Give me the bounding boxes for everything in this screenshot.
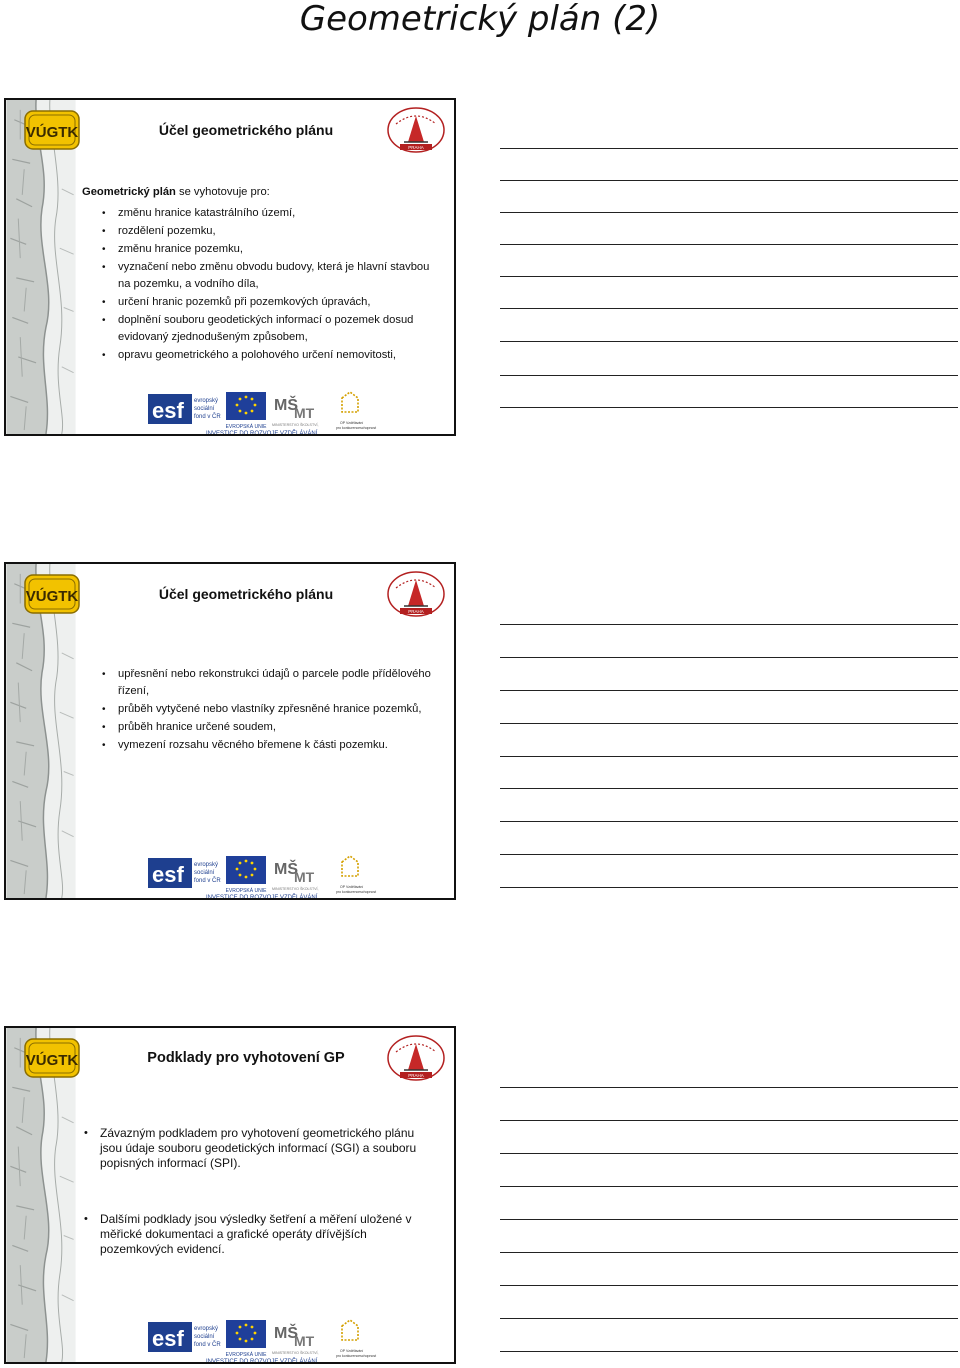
slide-3: [4, 1026, 456, 1364]
list-item: • průběh hranice určené soudem,: [82, 719, 440, 736]
slide-body: [82, 1212, 436, 1257]
note-line: [500, 887, 958, 888]
slide-2: [4, 562, 456, 900]
lead-text: [82, 184, 440, 201]
note-line: [500, 276, 958, 277]
note-line: [500, 854, 958, 855]
slide-body: [82, 184, 440, 365]
note-line: [500, 1252, 958, 1253]
slide-1: [4, 98, 456, 436]
slide-title: Podklady pro vyhotovení GP: [147, 1050, 345, 1066]
funding-logos-icon: [146, 388, 378, 436]
funding-logos-icon: [146, 852, 378, 900]
list-item: • změnu hranice pozemku,: [82, 241, 440, 258]
cadastral-map-icon: [6, 1028, 76, 1362]
note-line: [500, 1351, 958, 1352]
list-item: • vyznačení nebo změnu obvodu budovy, která je hlavní stavbou na pozemku, a vodního díla,: [82, 259, 440, 293]
surveyors-seal-icon: [386, 1034, 446, 1082]
note-line: [500, 788, 958, 789]
page-title: Geometrický plán (2): [299, 0, 661, 39]
note-line: [500, 148, 958, 149]
list-item: • upřesnění nebo rekonstrukci údajů o parcele podle přídělového řízení,: [82, 666, 440, 700]
slide-title: Účel geometrického plánu: [158, 122, 334, 138]
vugtk-logo-icon: [24, 574, 80, 614]
bullet-list: [82, 205, 440, 364]
slide-body: [82, 666, 440, 755]
list-item: • změnu hranice katastrálního území,: [82, 205, 440, 222]
note-line: [500, 624, 958, 625]
note-line: [500, 1120, 958, 1121]
note-line: [500, 1153, 958, 1154]
list-item: • určení hranic pozemků při pozemkových úpravách,: [82, 294, 440, 311]
note-line: [500, 341, 958, 342]
note-line: [500, 244, 958, 245]
list-item: • doplnění souboru geodetických informací o pozemek dosud evidovaný zjednodušeným způsobem,: [82, 312, 440, 346]
list-item: • opravu geometrického a polohového určení nemovitosti,: [82, 347, 440, 364]
note-line: [500, 723, 958, 724]
note-line: [500, 308, 958, 309]
note-line: [500, 180, 958, 181]
bullet-list: [82, 666, 440, 754]
note-line: [500, 756, 958, 757]
note-line: [500, 1285, 958, 1286]
note-line: [500, 1219, 958, 1220]
slide-title: Účel geometrického plánu: [158, 586, 334, 602]
lead-rest: se vyhotovuje pro:: [175, 186, 270, 198]
cadastral-map-icon: [6, 564, 76, 898]
slide-body: [82, 1126, 436, 1171]
note-line: [500, 657, 958, 658]
vugtk-logo-icon: [24, 110, 80, 150]
note-line: [500, 375, 958, 376]
vugtk-logo-icon: [24, 1038, 80, 1078]
note-line: [500, 1087, 958, 1088]
note-line: [500, 407, 958, 408]
surveyors-seal-icon: [386, 570, 446, 618]
funding-logos-icon: [146, 1316, 378, 1364]
note-line: [500, 1318, 958, 1319]
cadastral-map-icon: [6, 100, 76, 434]
note-line: [500, 690, 958, 691]
list-item: • průběh vytyčené nebo vlastníky zpřesněné hranice pozemků,: [82, 701, 440, 718]
note-line: [500, 821, 958, 822]
list-item: • rozdělení pozemku,: [82, 223, 440, 240]
lead-bold: Geometrický plán: [82, 186, 176, 198]
list-item: • Dalšími podklady jsou výsledky šetření a měření uložené v měřické dokumentaci a grafické operáty dřívějších pozemkových evidencí.: [82, 1212, 436, 1257]
list-item: • vymezení rozsahu věcného břemene k části pozemku.: [82, 737, 440, 754]
note-line: [500, 1186, 958, 1187]
note-line: [500, 212, 958, 213]
surveyors-seal-icon: [386, 106, 446, 154]
list-item: • Závazným podkladem pro vyhotovení geometrického plánu jsou údaje souboru geodetických informací (SGI) a souboru popisných informací (SPI).: [82, 1126, 436, 1171]
